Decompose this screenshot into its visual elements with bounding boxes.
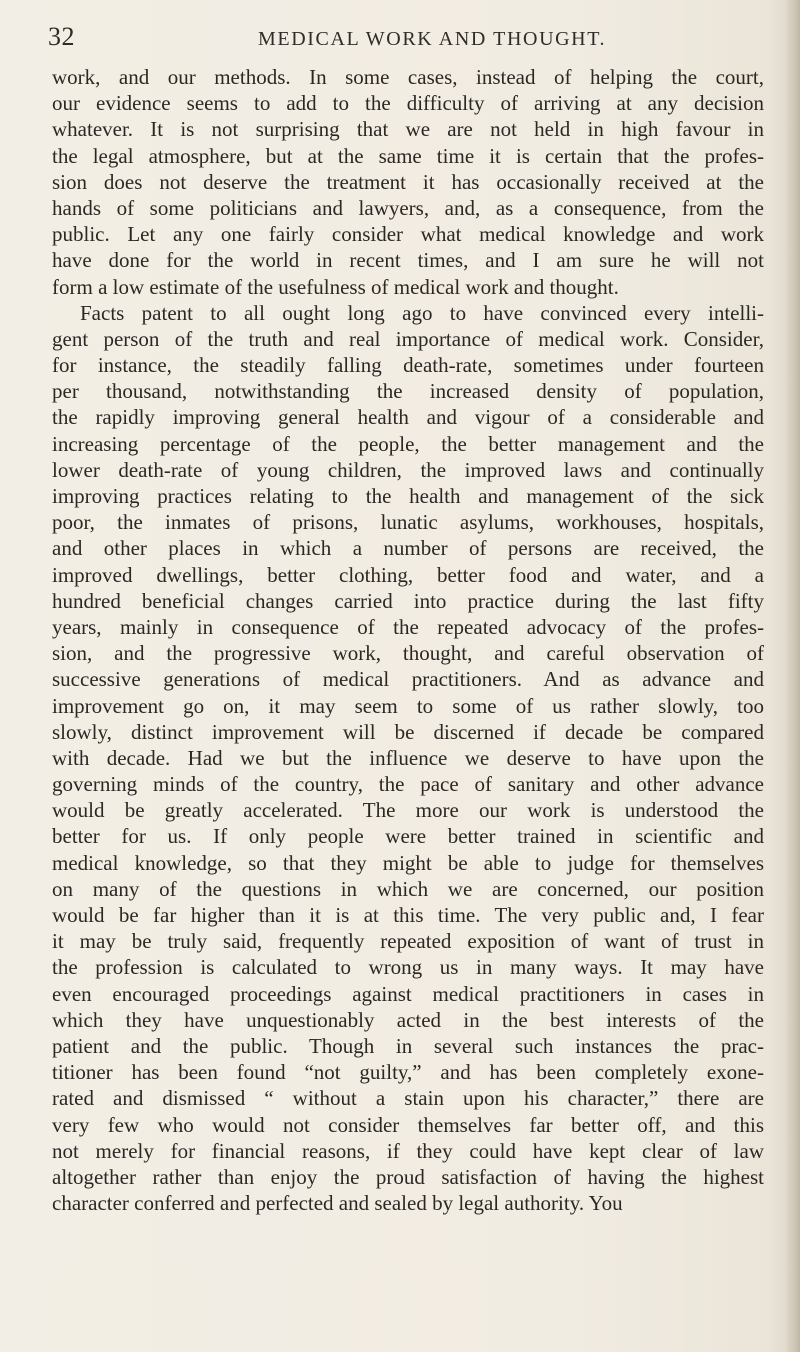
text-line: years, mainly in consequence of the repeated advocacy of the profes- [52,614,764,639]
text-line: lower death-rate of young children, the improved laws and continually [52,457,764,482]
page-number: 32 [48,22,75,51]
text-line: per thousand, notwithstanding the increased density of population, [52,379,764,404]
text-line: titioner has been found “not guilty,” and has been completely exone- [52,1060,764,1085]
body-text [52,64,764,1216]
text-line: hundred beneficial changes carried into practice during the last fifty [52,588,764,613]
text-line: work, and our methods. In some cases, instead of helping the court, [52,65,764,89]
text-line: and other places in which a number of persons are received, the [52,536,764,561]
page-header [48,22,768,58]
text-line: improving practices relating to the health and management of the sick [52,484,764,508]
paragraph-start-line: Facts patent to all ought long ago to have convinced every intelli- [80,300,764,325]
text-line: rated and dismissed “ without a stain upon his character,” there are [52,1086,764,1111]
text-line: would be far higher than it is at this time. The very public and, I fear [52,903,764,927]
text-line: whatever. It is not surprising that we are not held in high favour in [52,117,764,142]
text-line: with decade. Had we but the influence we deserve to have upon the [52,745,764,770]
text-line: gent person of the truth and real importance of medical work. Consider, [52,326,764,351]
text-line: medical knowledge, so that they might be able to judge for themselves [52,850,764,875]
text-line: patient and the public. Though in several such instances the prac- [52,1033,764,1058]
text-line: successive generations of medical practitioners. And as advance and [52,667,764,692]
text-line: not merely for financial reasons, if they could have kept clear of law [52,1138,764,1163]
text-line: which they have unquestionably acted in the best interests of the [52,1007,764,1032]
text-line: improved dwellings, better clothing, better food and water, and a [52,562,764,587]
text-line: on many of the questions in which we are concerned, our position [52,876,764,901]
text-line: sion, and the progressive work, thought, and careful observation of [52,641,764,666]
text-line: better for us. If only people were better trained in scientific and [52,824,764,849]
text-line: public. Let any one fairly consider what medical knowledge and work [52,222,764,247]
text-line: sion does not deserve the treatment it has occasionally received at the [52,169,764,194]
text-line: it may be truly said, frequently repeated exposition of want of trust in [52,929,764,954]
text-line: improvement go on, it may seem to some of us rather slowly, too [52,693,764,718]
text-line: very few who would not consider themselves far better off, and this [52,1112,764,1137]
text-line: even encouraged proceedings against medical practitioners in cases in [52,981,764,1006]
text-line: form a low estimate of the usefulness of medical work and thought. [52,274,619,299]
text-line: poor, the inmates of prisons, lunatic asylums, workhouses, hospitals, [52,510,764,535]
text-line: slowly, distinct improvement will be discerned if decade be compared [52,719,764,744]
text-line: increasing percentage of the people, the better management and the [52,431,764,456]
text-line: for instance, the steadily falling death-rate, sometimes under fourteen [52,353,764,378]
text-line: hands of some politicians and lawyers, and, as a consequence, from the [52,195,764,220]
text-line: the profession is calculated to wrong us in many ways. It may have [52,955,764,980]
text-line: our evidence seems to add to the difficulty of arriving at any decision [52,91,764,116]
running-title: MEDICAL WORK AND THOUGHT. [258,28,607,50]
text-line: would be greatly accelerated. The more our work is understood the [52,798,764,823]
text-line: altogether rather than enjoy the proud satisfaction of having the highest [52,1164,764,1189]
text-line: governing minds of the country, the pace of sanitary and other advance [52,772,764,797]
text-line: have done for the world in recent times, and I am sure he will not [52,248,764,273]
text-line: character conferred and perfected and sealed by legal authority. You [52,1191,623,1216]
page-edge-shadow [786,0,800,1352]
text-line: the legal atmosphere, but at the same time it is certain that the profes- [52,143,764,168]
text-line: the rapidly improving general health and vigour of a considerable and [52,405,764,430]
